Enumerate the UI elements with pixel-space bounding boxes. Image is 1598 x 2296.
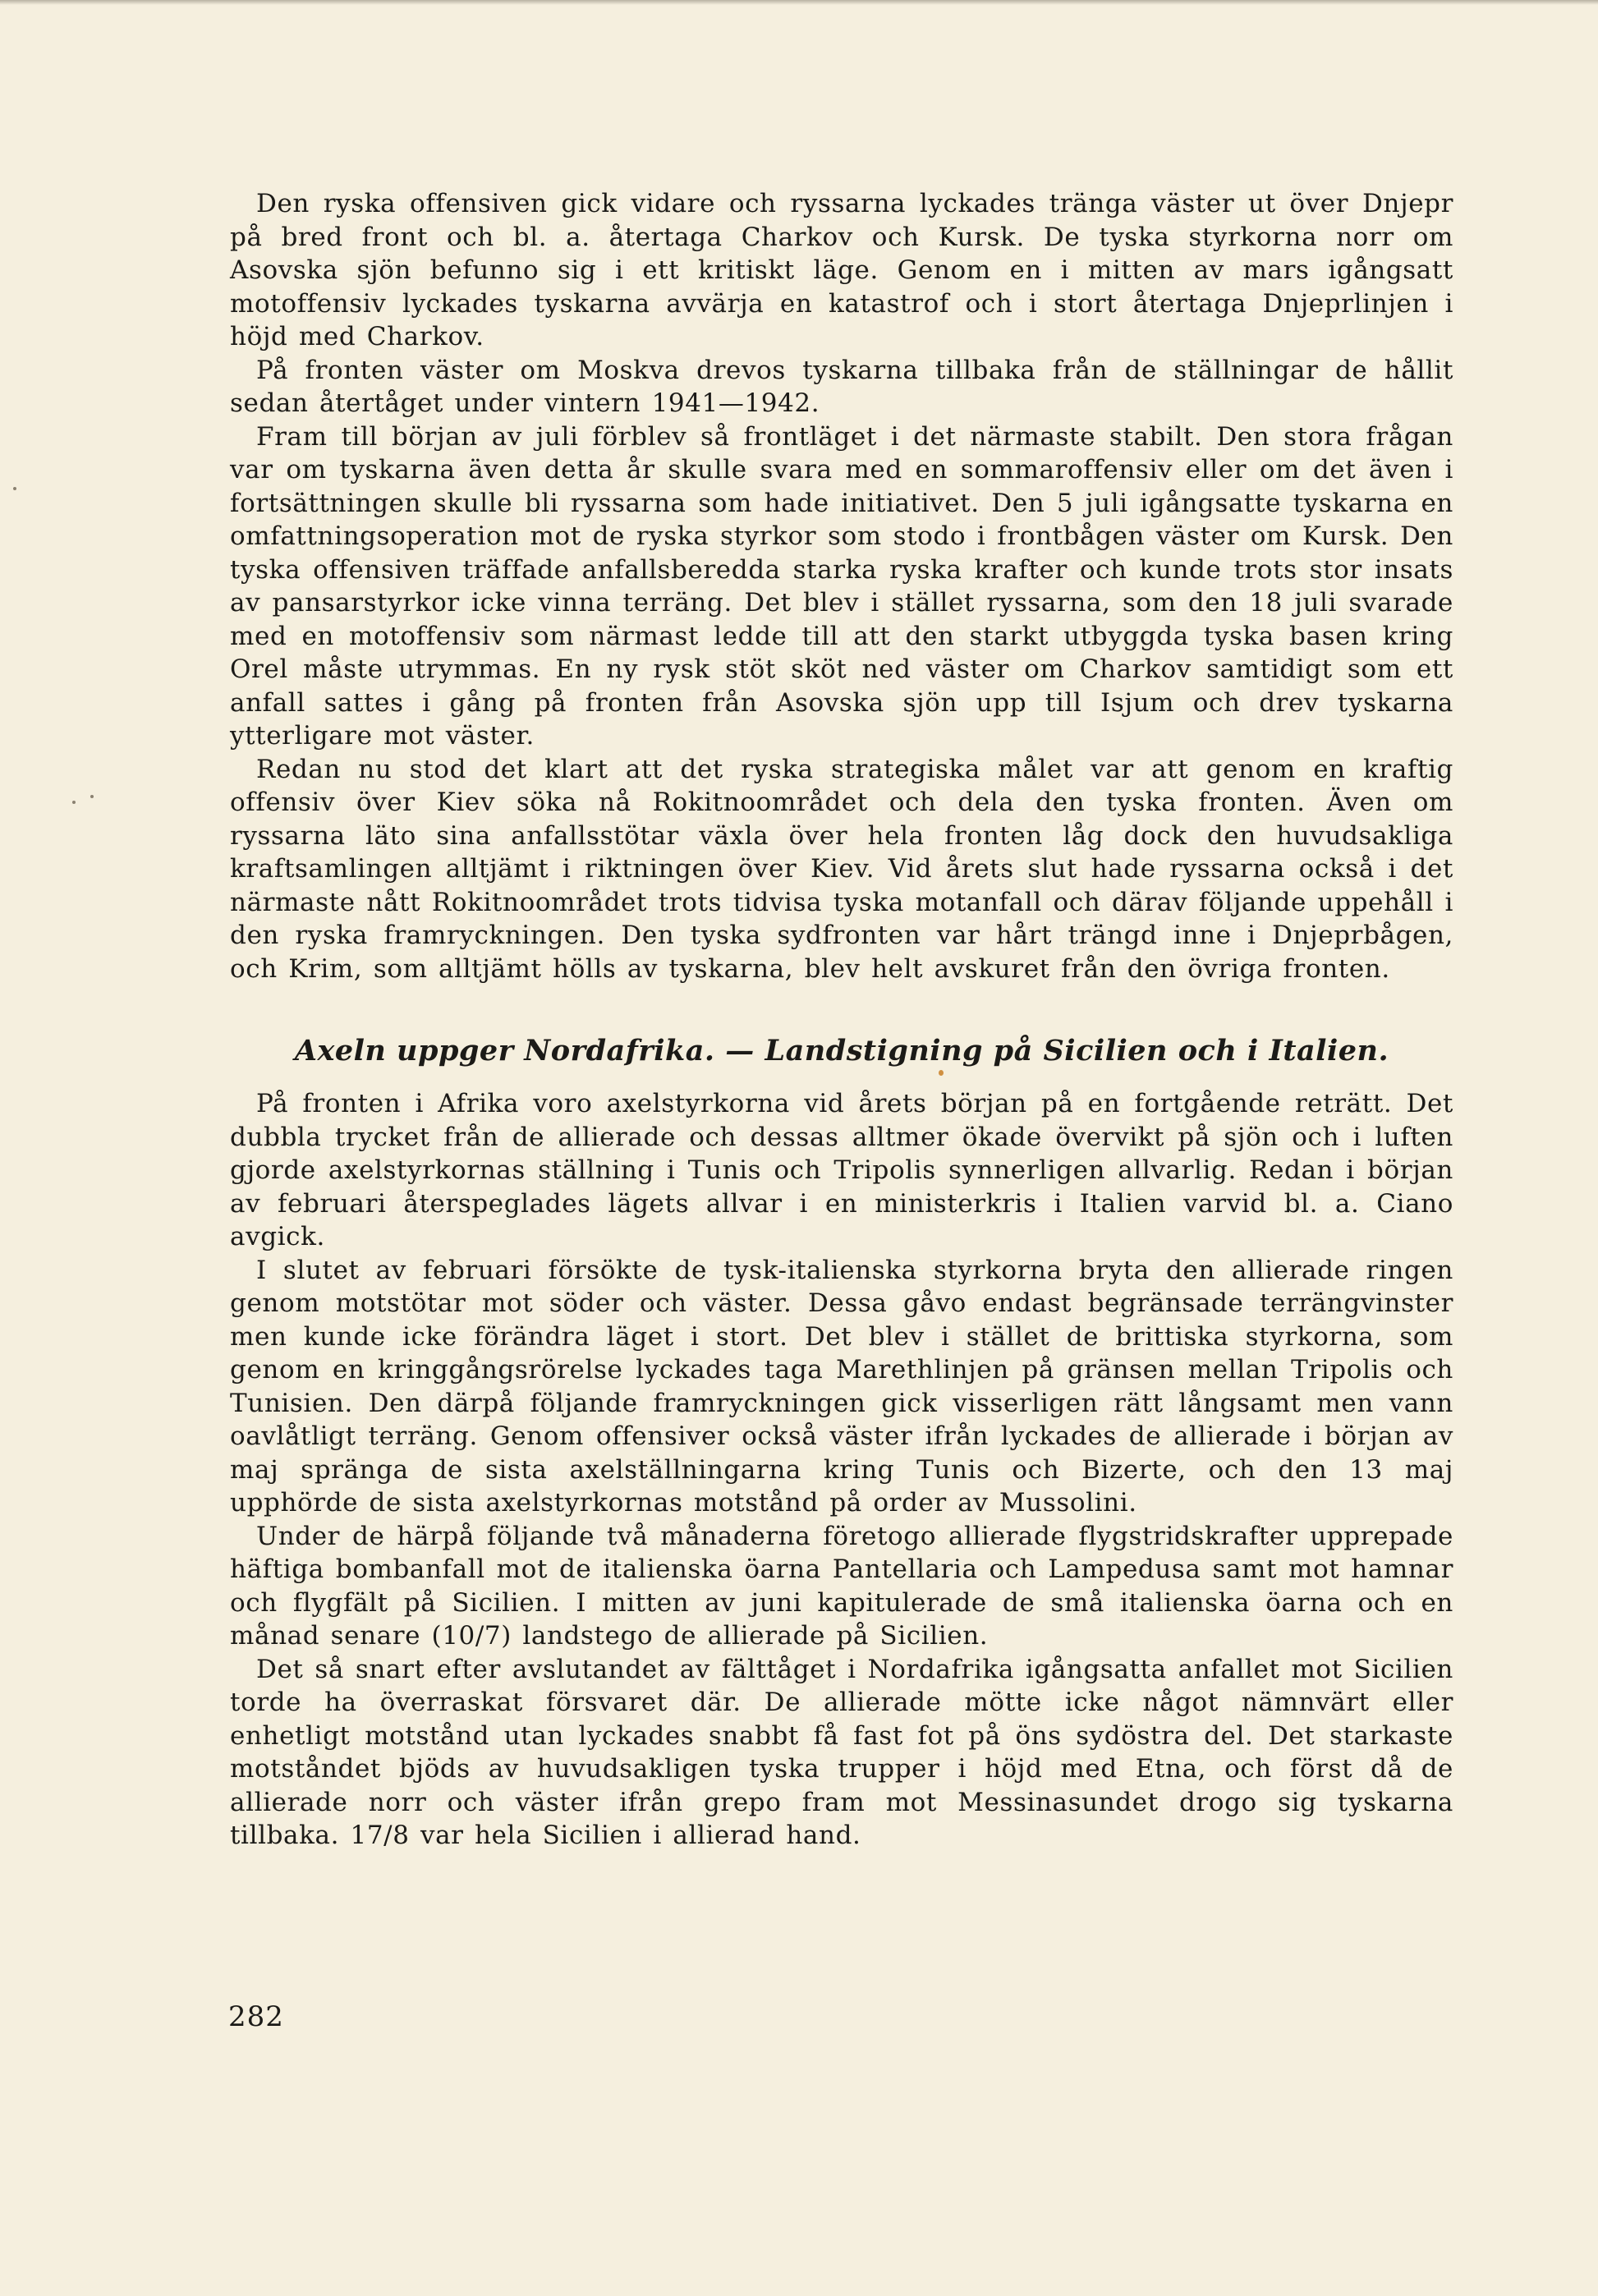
paragraph: Redan nu stod det klart att det ryska strategiska målet var att genom en kraftig offensiv över Kiev söka nå Rokitnoområdet och dela den tyska fronten. Även om ryssarna läto sina anfallsstötar växla över hela fronten låg dock den huvudsakliga kraftsamlingen alltjämt i riktningen över Kiev. Vid årets slut hade ryssarna också i det närmaste nått Rokitnoområdet trots tidvisa tyska motanfall och därav följande uppehåll i den ryska framryckningen. Den tyska sydfronten var hårt trängd inne i Dnjeprbågen, och Krim, som alltjämt hölls av tyskarna, blev helt avskuret från den övriga fronten. — [230, 754, 1453, 984]
paragraph: Det så snart efter avslutandet av fälttåget i Nordafrika igångsatta anfallet mot Sicilien torde ha överraskat försvaret där. De allierade mötte icke något nämnvärt eller enhetligt motstånd utan lyckades snabbt få fast fot på öns sydöstra del. Det starkaste motståndet bjöds av huvudsakligen tyska trupper i höjd med Etna, och först då de allierade norr och väster ifrån grepo fram mot Messinasundet drogo sig tyskarna tillbaka. 17/8 var hela Sicilien i allierad hand. — [230, 1654, 1453, 1850]
section-heading: Axeln uppger Nordafrika. — Landstigning på Sicilien och i Italien. — [294, 1034, 1389, 1068]
paper-speck — [939, 1070, 944, 1076]
paragraph: Fram till början av juli förblev så frontläget i det närmaste stabilt. Den stora frågan var om tyskarna även detta år skulle svara med en sommaroffensiv eller om det även i fortsättningen skulle bli ryssarna som hade initiativet. Den 5 juli igångsatte tyskarna en omfattningsoperation mot de ryska styrkor som stodo i frontbågen väster om Kursk. Den tyska offensiven träffade anfallsberedda starka ryska krafter och kunde trots stor insats av pansarstyrkor icke vinna terräng. Det blev i stället ryssarna, som den 18 juli svarade med en motoffensiv som närmast ledde till att den starkt utbyggda tyska basen kring Orel måste utrymmas. En ny rysk stöt sköt ned väster om Charkov samtidigt som ett anfall sattes i gång på fronten från Asovska sjön upp till Isjum och drev tyskarna ytterligare mot väster. — [230, 421, 1453, 751]
page-top-edge — [0, 0, 1598, 5]
paper-speck — [72, 801, 76, 804]
body-text — [230, 187, 1453, 1853]
paragraph: På fronten i Afrika voro axelstyrkorna vid årets början på en fortgående reträtt. Det dubbla trycket från de allierade och dessas alltmer ökade övervikt på sjön och i luften gjorde axelstyrkornas ställning i Tunis och Tripolis synnerligen allvarlig. Redan i början av februari återspeglades lägets allvar i en ministerkris i Italien varvid bl. a. Ciano avgick. — [230, 1089, 1453, 1251]
page-number: 282 — [228, 2000, 284, 2033]
paper-speck — [90, 795, 94, 798]
paragraph: Under de härpå följande två månaderna företogo allierade flygstridskrafter upprepade häftiga bombanfall mot de italienska öarna Pantellaria och Lampedusa samt mot hamnar och flygfält på Sicilien. I mitten av juni kapitulerade de små italienska öarna och en månad senare (10/7) landstego de allierade på Sicilien. — [230, 1521, 1453, 1651]
paragraph: På fronten väster om Moskva drevos tyskarna tillbaka från de ställningar de hållit sedan återtåget under vintern 1941—1942. — [230, 355, 1453, 418]
paper-speck — [13, 487, 16, 490]
paragraph: I slutet av februari försökte de tysk-italienska styrkorna bryta den allierade ringen genom motstötar mot söder och väster. Dessa gåvo endast begränsade terrängvinster men kunde icke förändra läget i stort. Det blev i stället de brittiska styrkorna, som genom en kringgångsrörelse lyckades taga Marethlinjen på gränsen mellan Tripolis och Tunisien. Den därpå följande framryckningen gick visserligen rätt långsamt men vann oavlåtligt terräng. Genom offensiver också väster ifrån lyckades de allierade i början av maj spränga de sista axelställningarna kring Tunis och Bizerte, och den 13 maj upphörde de sista axelstyrkornas motstånd på order av Mussolini. — [230, 1255, 1453, 1518]
paragraph: Den ryska offensiven gick vidare och ryssarna lyckades tränga väster ut över Dnjepr på bred front och bl. a. återtaga Charkov och Kursk. De tyska styrkorna norr om Asovska sjön befunno sig i ett kritiskt läge. Genom en i mitten av mars igångsatt motoffensiv lyckades tyskarna avvärja en katastrof och i stort återtaga Dnjeprlinjen i höjd med Charkov. — [230, 189, 1453, 351]
